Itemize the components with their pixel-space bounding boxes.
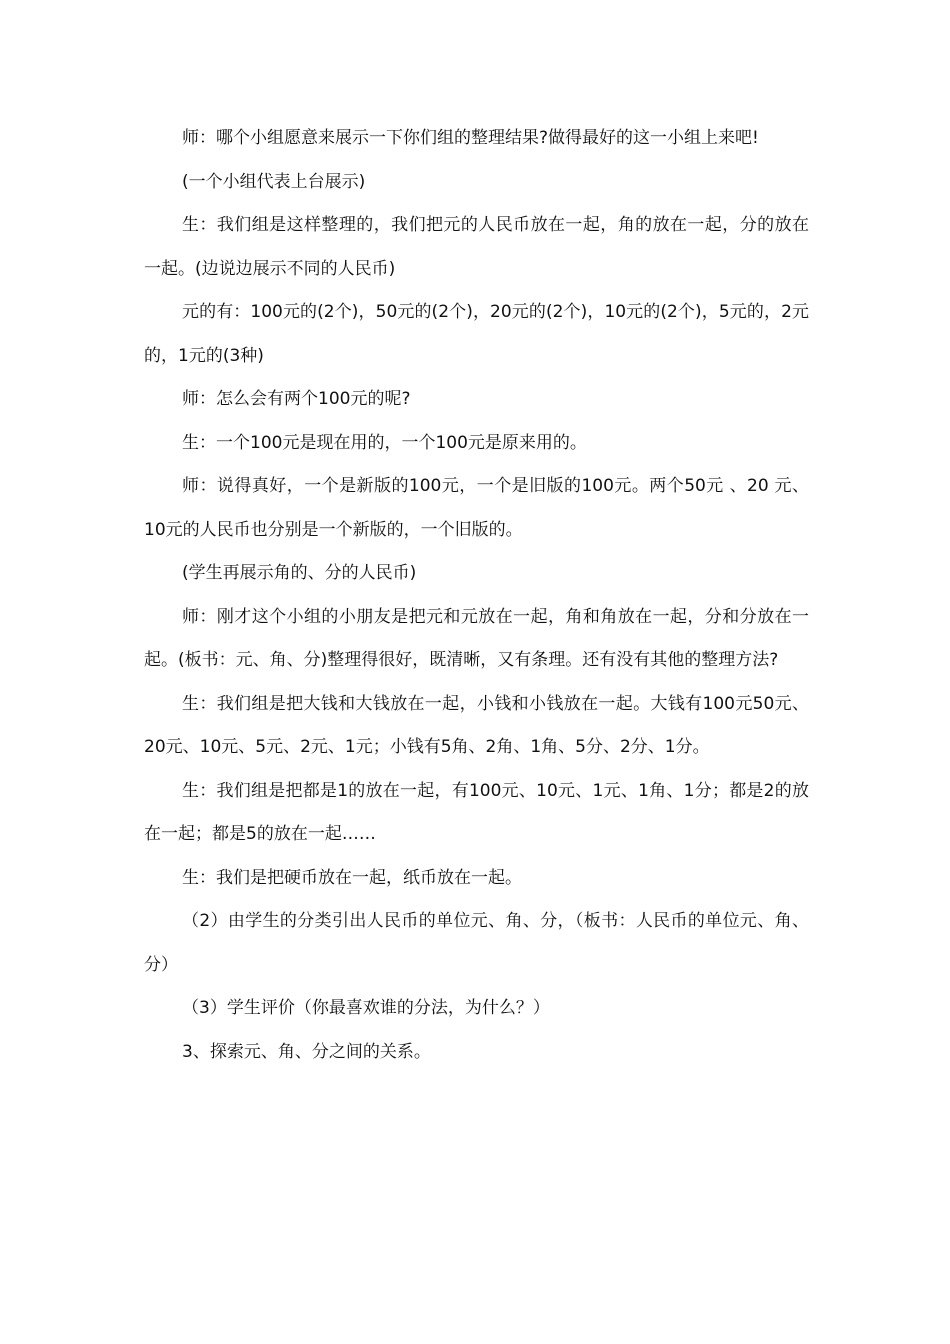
paragraph-jiao-fen-show: (学生再展示角的、分的人民币)	[182, 563, 417, 583]
paragraph-student-answer: 生：一个100元是现在用的，一个100元是原来用的。	[182, 432, 587, 453]
paragraph-teacher-summary: 师：刚才这个小组的小朋友是把元和元放在一起，角和角放在一起，分和分放在一起。(板书：元、角、分)整理得很好，既清晰，又有条理。还有没有其他的整理方法?	[144, 606, 809, 670]
paragraph-big-small-money: 生：我们组是把大钱和大钱放在一起，小钱和小钱放在一起。大钱有100元50元、20元、10元、5元、2元、1元；小钱有5角、2角、1角、5分、2分、1分。	[144, 693, 809, 757]
paragraph-teacher-question: 师：怎么会有两个100元的呢?	[182, 389, 411, 409]
paragraph-evaluation: （3）学生评价（你最喜欢谁的分法，为什么？）	[182, 998, 550, 1018]
paragraph-unit-intro: （2）由学生的分类引出人民币的单位元、角、分，（板书：人民币的单位元、角、分）	[144, 911, 809, 975]
paragraph-yuan-list: 元的有：100元的(2个)，50元的(2个)，20元的(2个)，10元的(2个)，5元的，2元的，1元的(3种)	[144, 302, 809, 366]
paragraph-by-digit: 生：我们组是把都是1的放在一起，有100元、10元、1元、1角、1分；都是2的放在一起；都是5的放在一起……	[144, 780, 809, 844]
paragraph-teacher-praise: 师：说得真好，一个是新版的100元，一个是旧版的100元。两个50元 、20 元、10元的人民币也分别是一个新版的，一个旧版的。	[144, 476, 809, 540]
paragraph-coin-note: 生：我们是把硬币放在一起，纸币放在一起。	[182, 867, 522, 888]
paragraph-explore-relation: 3、探索元、角、分之间的关系。	[182, 1041, 431, 1062]
paragraph-student-explains: 生：我们组是这样整理的，我们把元的人民币放在一起，角的放在一起，分的放在一起。(边说边展示不同的人民币)	[144, 215, 809, 279]
paragraph-teacher-invite: 师：哪个小组愿意来展示一下你们组的整理结果?做得最好的这一小组上来吧!	[182, 128, 759, 148]
document-body	[144, 117, 809, 1074]
paragraph-group-presents: (一个小组代表上台展示)	[182, 171, 366, 192]
